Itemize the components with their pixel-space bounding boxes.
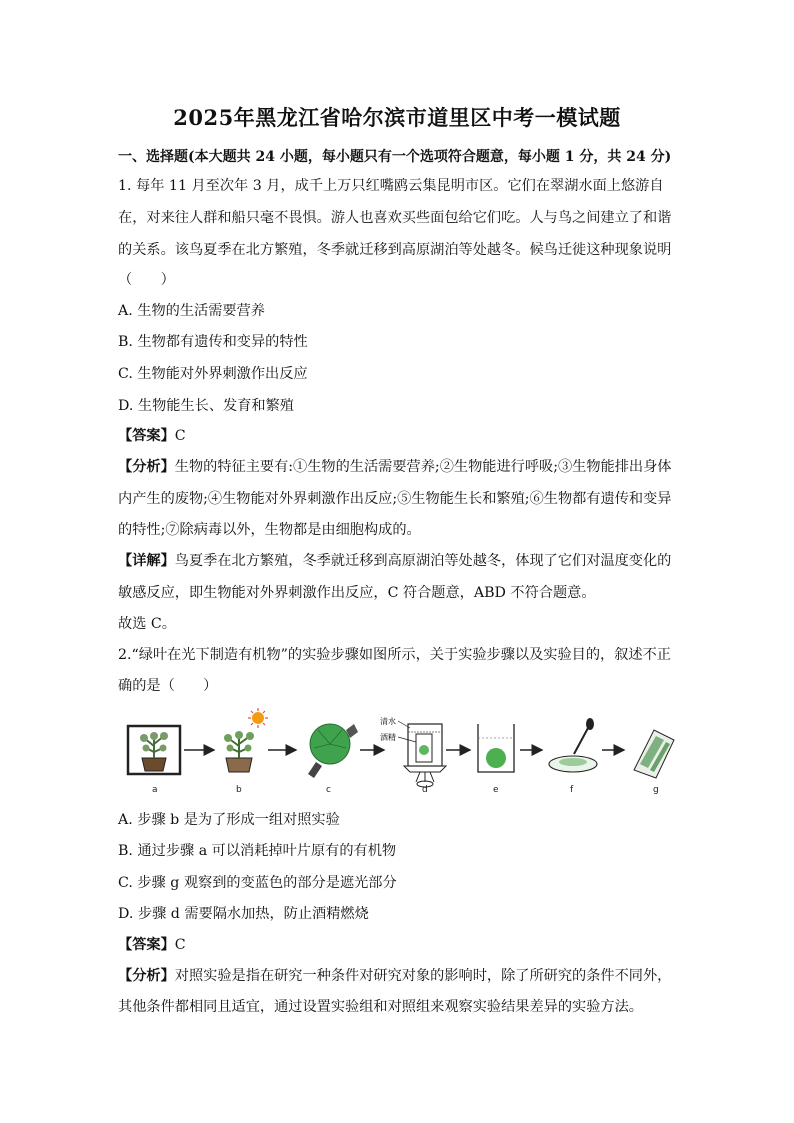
q1-stem-line: （ ） xyxy=(118,272,175,288)
q1-conclusion: 故选 C。 xyxy=(118,616,176,632)
q1-answer xyxy=(118,426,186,446)
step-label-b: b xyxy=(236,785,242,795)
q1-detail-line: 敏感反应，即生物能对外界刺激作出反应，C 符合题意，ABD 不符合题意。 xyxy=(118,585,596,601)
q1-option-d: D. 生物能生长、发育和繁殖 xyxy=(118,398,294,414)
q1-analysis-line: 的特性;⑦除病毒以外，生物都是由细胞构成的。 xyxy=(118,522,421,538)
answer-value: C xyxy=(174,428,186,444)
step-label-f: f xyxy=(570,785,574,795)
step-label-c: c xyxy=(326,785,331,795)
alcohol-label: 酒精 xyxy=(380,733,396,742)
step-a-dark-box xyxy=(128,726,180,774)
q2-option-c: C. 步骤 g 观察到的变蓝色的部分是遮光部分 xyxy=(118,875,397,891)
step-d-water-bath xyxy=(380,716,446,787)
analysis-label: 【分析】 xyxy=(118,459,175,475)
water-label: 清水 xyxy=(380,717,396,726)
q1-option-a: A. 生物的生活需要营养 xyxy=(118,303,265,319)
step-label-a: a xyxy=(152,785,158,795)
q1-option-c: C. 生物能对外界刺激作出反应 xyxy=(118,366,308,382)
page-title: 2025年黑龙江省哈尔滨市道里区中考一模试题 xyxy=(173,105,621,130)
q1-stem-line: 在，对来往人群和船只毫不畏惧。游人也喜欢买些面包给它们吃。人与鸟之间建立了和谐 xyxy=(118,210,672,226)
step-label-g: g xyxy=(653,785,659,795)
q1-stem-line: 的关系。该鸟夏季在北方繁殖，冬季就迁移到高原湖泊等处越冬。候鸟迁徙这种现象说明 xyxy=(118,242,672,258)
q2-option-b: B. 通过步骤 a 可以消耗掉叶片原有的有机物 xyxy=(118,843,397,859)
q1-analysis-line: 内产生的废物;④生物能对外界刺激作出反应;⑤生物能生长和繁殖;⑥生物都有遗传和变异 xyxy=(118,491,672,507)
analysis-text: 对照实验是指在研究一种条件对研究对象的影响时，除了所研究的条件不同外， xyxy=(174,968,672,984)
q1-detail-line xyxy=(118,551,671,571)
step-label-d: d xyxy=(422,785,428,795)
q2-analysis-line: 其他条件都相同且适宜，通过设置实验组和对照组来观察实验结果差异的实验方法。 xyxy=(118,999,643,1015)
q1-stem-line: 1. 每年 11 月至次年 3 月，成千上万只红嘴鸥云集昆明市区。它们在翠湖水面上悠游自 xyxy=(118,178,664,194)
section-header: 一、选择题(本大题共 24 小题，每小题只有一个选项符合题意，每小题 1 分，共 24 分) xyxy=(118,149,672,165)
step-f-petri-dish xyxy=(549,718,597,772)
q2-option-a: A. 步骤 b 是为了形成一组对照实验 xyxy=(118,812,340,828)
answer-label: 【答案】 xyxy=(118,428,175,444)
step-e-beaker xyxy=(478,724,514,772)
q2-stem-line: 确的是（ ） xyxy=(118,678,218,694)
step-b-sunlight-plant xyxy=(224,708,268,772)
step-label-e: e xyxy=(493,785,499,795)
step-c-leaf xyxy=(308,724,358,778)
q1-option-b: B. 生物都有遗传和变异的特性 xyxy=(118,334,308,350)
detail-text: 鸟夏季在北方繁殖，冬季就迁移到高原湖泊等处越冬，体现了它们对温度变化的 xyxy=(174,553,672,569)
q1-analysis-line xyxy=(118,457,671,477)
q2-stem-line: 2.“绿叶在光下制造有机物”的实验步骤如图所示，关于实验步骤以及实验目的，叙述不正 xyxy=(118,647,671,663)
q2-answer xyxy=(118,935,186,955)
analysis-label: 【分析】 xyxy=(118,968,175,984)
detail-label: 【详解】 xyxy=(118,553,175,569)
analysis-text: 生物的特征主要有:①生物的生活需要营养;②生物能进行呼吸;③生物能排出身体 xyxy=(174,459,672,475)
answer-value: C xyxy=(174,937,186,953)
q2-analysis-line xyxy=(118,966,671,986)
experiment-figure xyxy=(118,708,678,798)
q2-option-d: D. 步骤 d 需要隔水加热，防止酒精燃烧 xyxy=(118,906,369,922)
step-g-leaf-result xyxy=(634,730,674,778)
answer-label: 【答案】 xyxy=(118,937,175,953)
